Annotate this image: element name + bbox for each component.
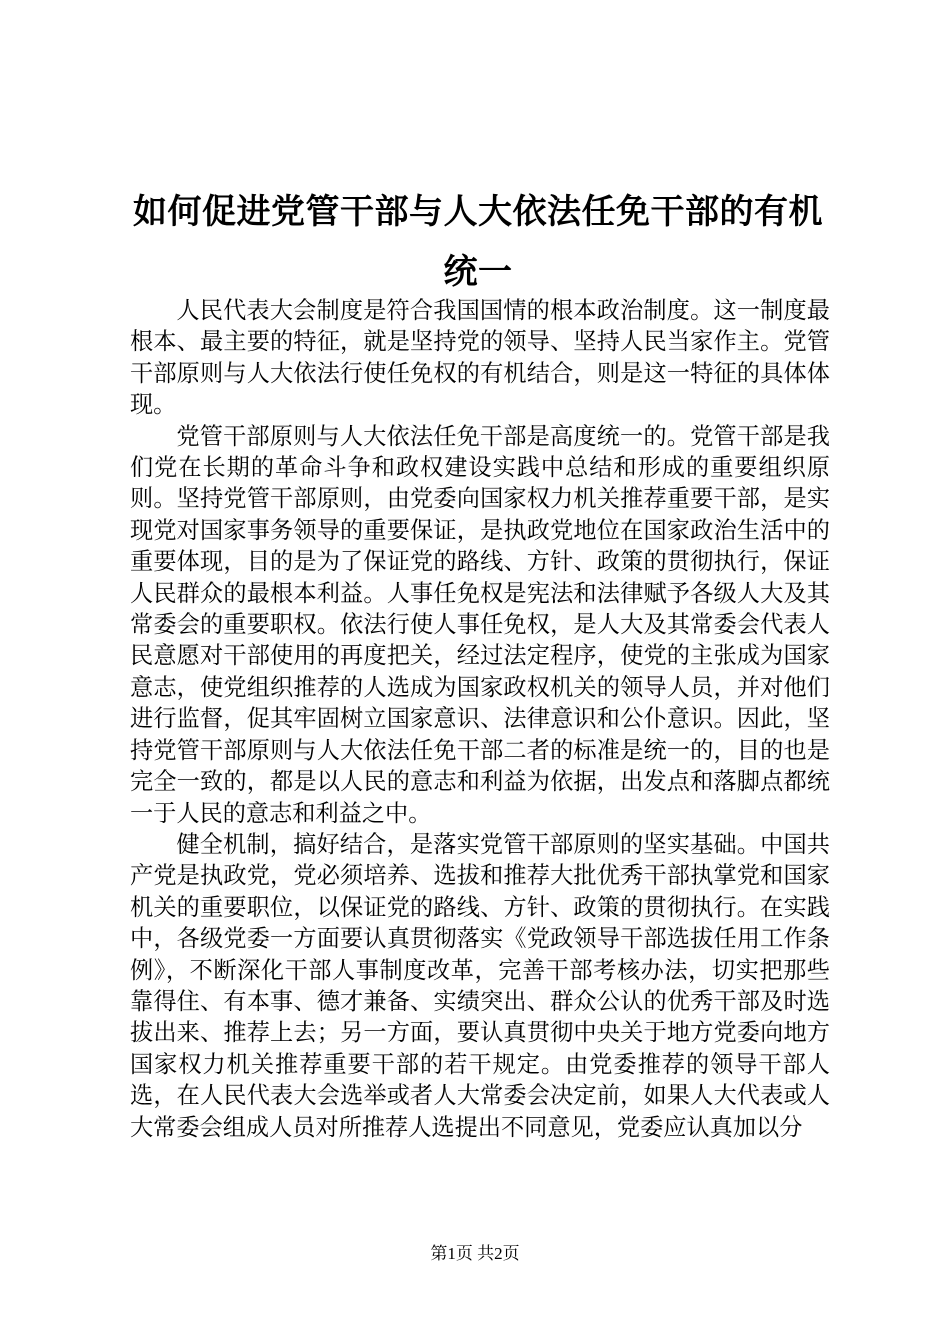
paragraph: 人民代表大会制度是符合我国国情的根本政治制度。这一制度最根本、最主要的特征，就是坚持党的领导、坚持人民当家作主。党管干部原则与人大依法行使任免权的有机结合，则是这一特征的具体体现。 [130, 297, 830, 419]
page-number: 第1页 共2页 [430, 1244, 520, 1263]
document-body [130, 295, 830, 1143]
paragraph: 党管干部原则与人大依法任免干部是高度统一的。党管干部是我们党在长期的革命斗争和政权建设实践中总结和形成的重要组织原则。坚持党管干部原则，由党委向国家权力机关推荐重要干部，是实现党对国家事务领导的重要保证，是执政党地位在国家政治生活中的重要体现，目的是为了保证党的路线、方针、政策的贯彻执行，保证人民群众的最根本利益。人事任免权是宪法和法律赋予各级人大及其常委会的重要职权。依法行使人事任免权，是人大及其常委会代表人民意愿对干部使用的再度把关，经过法定程序，使党的主张成为国家意志，使党组织推荐的人选成为国家政权机关的领导人员，并对他们进行监督，促其牢固树立国家意识、法律意识和公仆意识。因此，坚持党管干部原则与人大依法任免干部二者的标准是统一的，目的也是完全一致的，都是以人民的意志和利益为依据，出发点和落脚点都统一于人民的意志和利益之中。 [130, 422, 830, 827]
paragraph: 健全机制，搞好结合，是落实党管干部原则的坚实基础。中国共产党是执政党，党必须培养、选拔和推荐大批优秀干部执掌党和国家机关的重要职位，以保证党的路线、方针、政策的贯彻执行。在实践中，各级党委一方面要认真贯彻落实《党政领导干部选拔任用工作条例》，不断深化干部人事制度改革，完善干部考核办法，切实把那些靠得住、有本事、德才兼备、实绩突出、群众公认的优秀干部及时选拔出来、推荐上去；另一方面，要认真贯彻中央关于地方党委向地方国家权力机关推荐重要干部的若干规定。由党委推荐的领导干部人选，在人民代表大会选举或者人大常委会决定前，如果人大代表或人大常委会组成人员对所推荐人选提出不同意见，党委应认真加以分 [130, 830, 830, 1141]
document-title: 如何促进党管干部与人大依法任免干部的有机统一 [133, 192, 823, 292]
page-footer [0, 1243, 950, 1265]
